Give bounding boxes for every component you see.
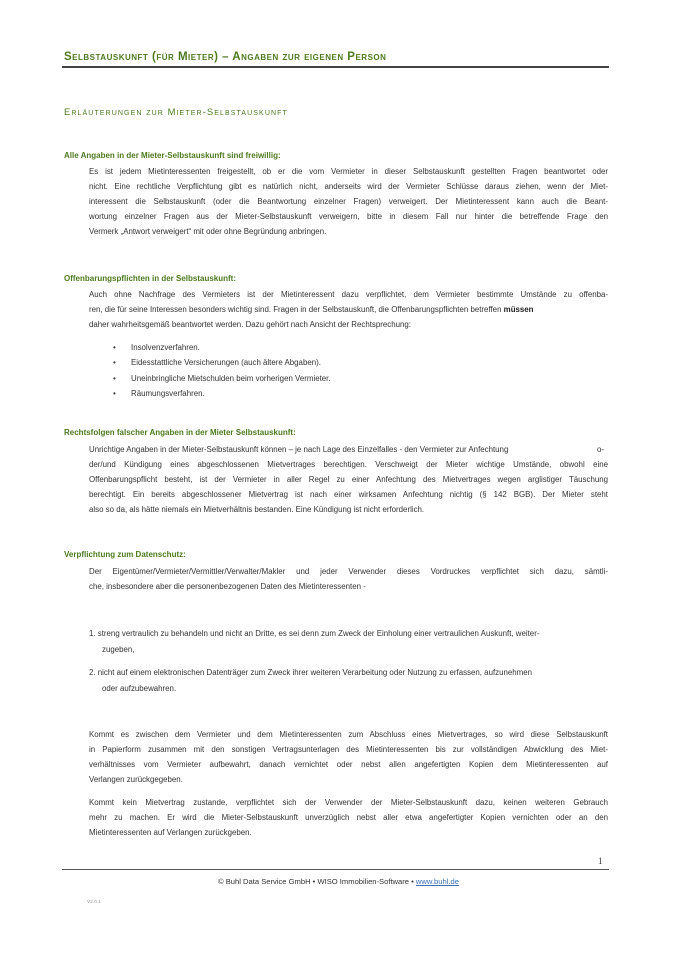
list-item	[113, 389, 205, 398]
section-heading: Erläuterungen zur Mieter-Selbstauskunft	[64, 106, 288, 117]
emphasis-word: müssen	[503, 305, 534, 314]
subheading-freiwillig: Alle Angaben in der Mieter-Selbstauskunft sind freiwillig:	[64, 151, 281, 160]
text-line: der/und Kündigung eines abgeschlossenen Mietvertrages berechtigen. Verschweigt der Mieter wichtige Umstände, obwohl eine	[89, 460, 608, 469]
list-item-text: Eidesstattliche Versicherungen (auch ältere Abgaben).	[131, 358, 321, 367]
text-line: Kommt es zwischen dem Vermieter und dem Mietinteressenten zum Abschluss eines Mietvertrages, so wird diese Selbstauskunft	[89, 730, 608, 739]
text-line: oder aufzubewahren.	[102, 684, 177, 693]
text-line: Kommt kein Mietvertrag zustande, verpflichtet sich der Verwender der Mieter-Selbstauskunft dazu, keinen weiteren Gebrauch	[89, 798, 608, 807]
paragraph-vertragsabschluss	[89, 727, 608, 787]
text-line: Mietinteressenten auf Verlangen zurückgeben.	[89, 828, 252, 837]
text-span: ren, die für seine Interessen besonders wichtig sind. Fragen in der Selbstauskunft, die Offenbarungspflichten betreffen	[89, 305, 502, 314]
list-item	[113, 374, 331, 383]
page-number: 1	[598, 856, 603, 866]
text-line: zugeben,	[102, 645, 135, 654]
paragraph-datenschutz	[89, 564, 608, 594]
subheading-datenschutz: Verpflichtung zum Datenschutz:	[64, 550, 186, 559]
text-line	[89, 302, 608, 317]
footer-text: © Buhl Data Service GmbH • WISO Immobilien-Software •	[218, 877, 416, 886]
subheading-offenbarungspflichten: Offenbarungspflichten in der Selbstauskunft:	[64, 274, 237, 283]
page-title: Selbstauskunft (für Mieter) – Angaben zur eigenen Person	[64, 51, 387, 63]
text-line: in Papierform zusammen mit den sonstigen Vertragsunterlagen des Mietinteressenten bis zur vollständigen Abwicklung des Miet-	[89, 745, 608, 754]
bullet-icon: •	[113, 358, 116, 367]
footer-divider	[62, 869, 609, 870]
text-line: mehr zu machen. Er wird die Mieter-Selbstauskunft unverzüglich nebst aller etwa angefertigter Kopien vernichten oder an den	[89, 813, 608, 822]
text-line: wortung einzelner Fragen aus der Mieter-Selbstauskunft verweigern, bitte in diesem Fall nur hinter die betreffende Frage den	[89, 212, 608, 221]
paragraph-offenbarungspflichten	[89, 287, 608, 332]
bullet-icon: •	[113, 343, 116, 352]
list-item-text: Räumungsverfahren.	[131, 389, 205, 398]
paragraph-freiwillig	[89, 164, 608, 239]
text-line: verhältnisses vom Vermieter aufbewahrt, danach vernichtet oder nebst allen angefertigten Kopien dem Mietinteressenten auf	[89, 760, 608, 769]
text-span: Unrichtige Angaben in der Mieter-Selbstauskunft können – je nach Lage des Einzelfalles - den Vermieter zur Anfechtung	[89, 445, 509, 454]
text-line: Der Eigentümer/Vermieter/Vermittler/Verwalter/Makler und jeder Verwender dieses Vordruckes verpflichtet sich dazu, sämtli-	[89, 567, 608, 576]
text-line: nicht. Eine rechtliche Verpflichtung gibt es natürlich nicht, anderseits wird der Vermieter Schlüsse daraus ziehen, wenn der Miet-	[89, 182, 608, 191]
bullet-icon: •	[113, 374, 116, 383]
text-line: Es ist jedem Mietinteressenten freigestellt, ob er die vom Vermieter in dieser Selbstauskunft gestellten Fragen beantwortet oder	[89, 167, 608, 176]
text-line: also so da, als hätte niemals ein Mietverhältnis bestanden. Eine Kündigung ist nicht erforderlich.	[89, 505, 425, 514]
text-line: 2. nicht auf einem elektronischen Datenträger zum Zweck ihrer weiteren Verarbeitung oder Nutzung zu erfassen, aufzunehmen	[89, 668, 532, 677]
numbered-item-2	[89, 665, 609, 697]
text-line: 1. streng vertraulich zu behandeln und nicht an Dritte, es sei denn zum Zweck der Einholung einer vertraulichen Auskunft, weiter-	[89, 629, 540, 638]
bullet-icon: •	[113, 389, 116, 398]
subheading-rechtsfolgen: Rechtsfolgen falscher Angaben in der Mieter Selbstauskunft:	[64, 428, 296, 437]
list-item-text: Uneinbringliche Mietschulden beim vorherigen Vermieter.	[131, 374, 331, 383]
text-line: Auch ohne Nachfrage des Vermieters ist der Mietinteressent dazu verpflichtet, dem Vermieter bestimmte Umstände zu offenba-	[89, 290, 608, 299]
text-line: Vermerk „Antwort verweigert“ mit oder ohne Begründung anbringen.	[89, 227, 327, 236]
version-label: V2.0.1	[87, 900, 101, 905]
text-line: che, insbesondere aber die personenbezogenen Daten des Mietinteressenten -	[89, 582, 366, 591]
text-line	[89, 442, 608, 457]
text-line: berechtigt. Ein bereits abgeschlossener Mietvertrag ist nach einer wirksamen Anfechtung nichtig (§ 142 BGB). Der Mieter steht	[89, 490, 608, 499]
text-span: o-	[597, 445, 605, 454]
text-line: Offenbarungspflicht besteht, ist der Vermieter in aller Regel zu einer Anfechtung des Mietvertrages wegen arglistiger Täuschung	[89, 475, 608, 484]
text-line: daher wahrheitsgemäß beantwortet werden. Dazu gehört nach Ansicht der Rechtsprechung:	[89, 320, 411, 329]
paragraph-rechtsfolgen	[89, 442, 608, 517]
footer-link[interactable]: www.buhl.de	[415, 877, 459, 886]
header-divider	[62, 66, 609, 68]
list-item	[113, 343, 200, 352]
text-line: Verlangen zurückgegeben.	[89, 775, 183, 784]
numbered-item-1	[89, 626, 609, 658]
footer	[0, 877, 677, 886]
paragraph-kein-vertrag	[89, 795, 608, 840]
list-item-text: Insolvenzverfahren.	[131, 343, 200, 352]
list-item	[113, 358, 321, 367]
text-line: interessent die Selbstauskunft (oder die Beantwortung einzelner Fragen) verweigert. Der Mietinteressent kann auch die Beant-	[89, 197, 608, 206]
